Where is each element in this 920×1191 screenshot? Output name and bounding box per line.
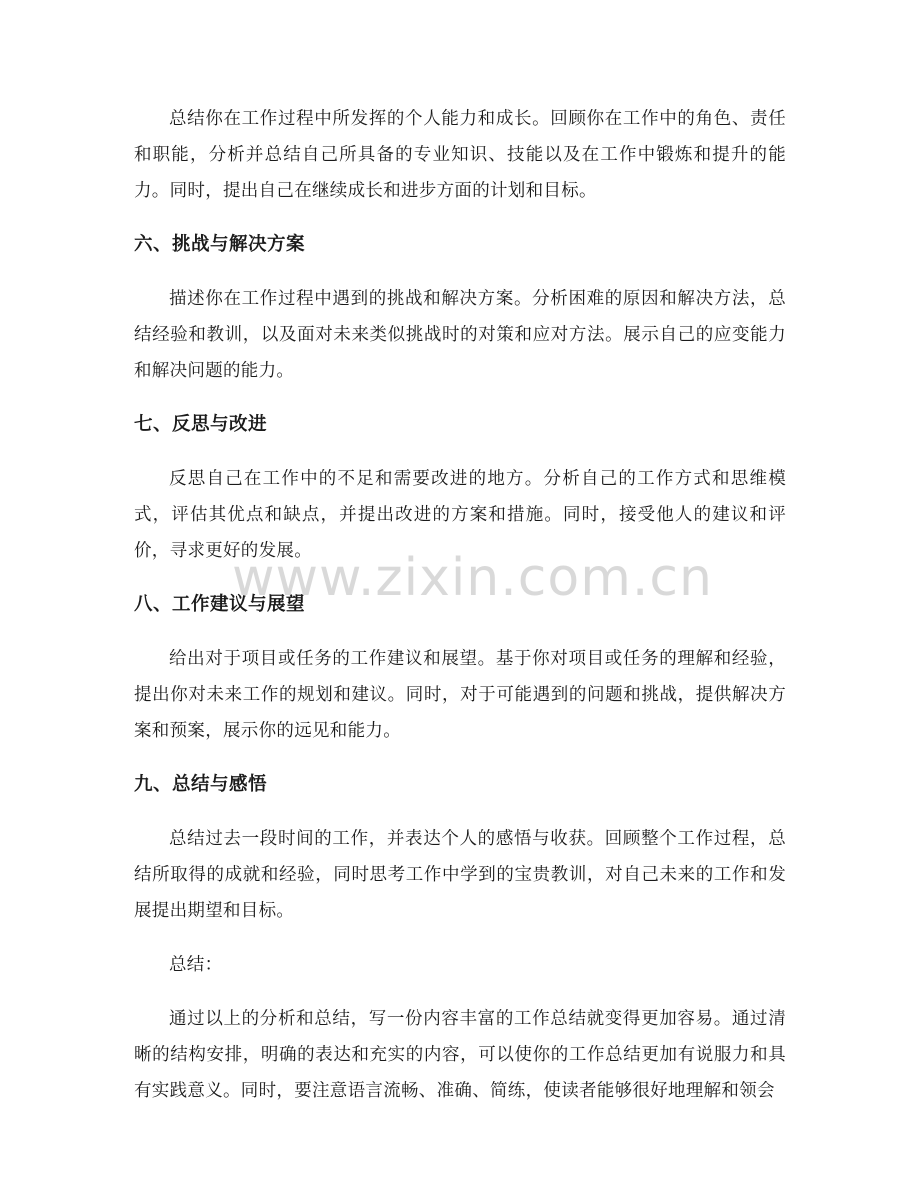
summary-label: 总结： (169, 955, 223, 975)
section-body-conclusion: 总结过去一段时间的工作，并表达个人的感悟与收获。回顾整个工作过程，总结所取得的成就和经验，同时思考工作中学到的宝贵教训，对自己未来的工作和发展提出期望和目标。 (134, 829, 786, 921)
summary-paragraph: 通过以上的分析和总结，写一份内容丰富的工作总结就变得更加容易。通过清晰的结构安排，明确的表达和充实的内容，可以使你的工作总结更加有说服力和具有实践意义。同时，要注意语言流畅、准确、简练，使读者能够很好地理解和领会 (134, 1009, 786, 1101)
section-body-suggestions: 给出对于项目或任务的工作建议和展望。基于你对项目或任务的理解和经验，提出你对未来工作的规划和建议。同时，对于可能遇到的问题和挑战，提供解决方案和预案，展示你的远见和能力。 (134, 649, 786, 741)
section-heading-challenges: 六、挑战与解决方案 (134, 234, 306, 255)
document-content (134, 101, 786, 1109)
section-heading-reflection: 七、反思与改进 (134, 414, 268, 435)
section-heading-conclusion: 九、总结与感悟 (134, 774, 268, 795)
section-heading-suggestions: 八、工作建议与展望 (134, 594, 306, 615)
section-body-reflection: 反思自己在工作中的不足和需要改进的地方。分析自己的工作方式和思维模式，评估其优点和缺点，并提出改进的方案和措施。同时，接受他人的建议和评价，寻求更好的发展。 (134, 469, 786, 561)
intro-paragraph: 总结你在工作过程中所发挥的个人能力和成长。回顾你在工作中的角色、责任和职能，分析并总结自己所具备的专业知识、技能以及在工作中锻炼和提升的能力。同时，提出自己在继续成长和进步方面的计划和目标。 (134, 109, 786, 201)
watermark-text: www.zixin.com.cn (232, 548, 713, 608)
section-body-challenges: 描述你在工作过程中遇到的挑战和解决方案。分析困难的原因和解决方法，总结经验和教训，以及面对未来类似挑战时的对策和应对方法。展示自己的应变能力和解决问题的能力。 (134, 289, 786, 381)
